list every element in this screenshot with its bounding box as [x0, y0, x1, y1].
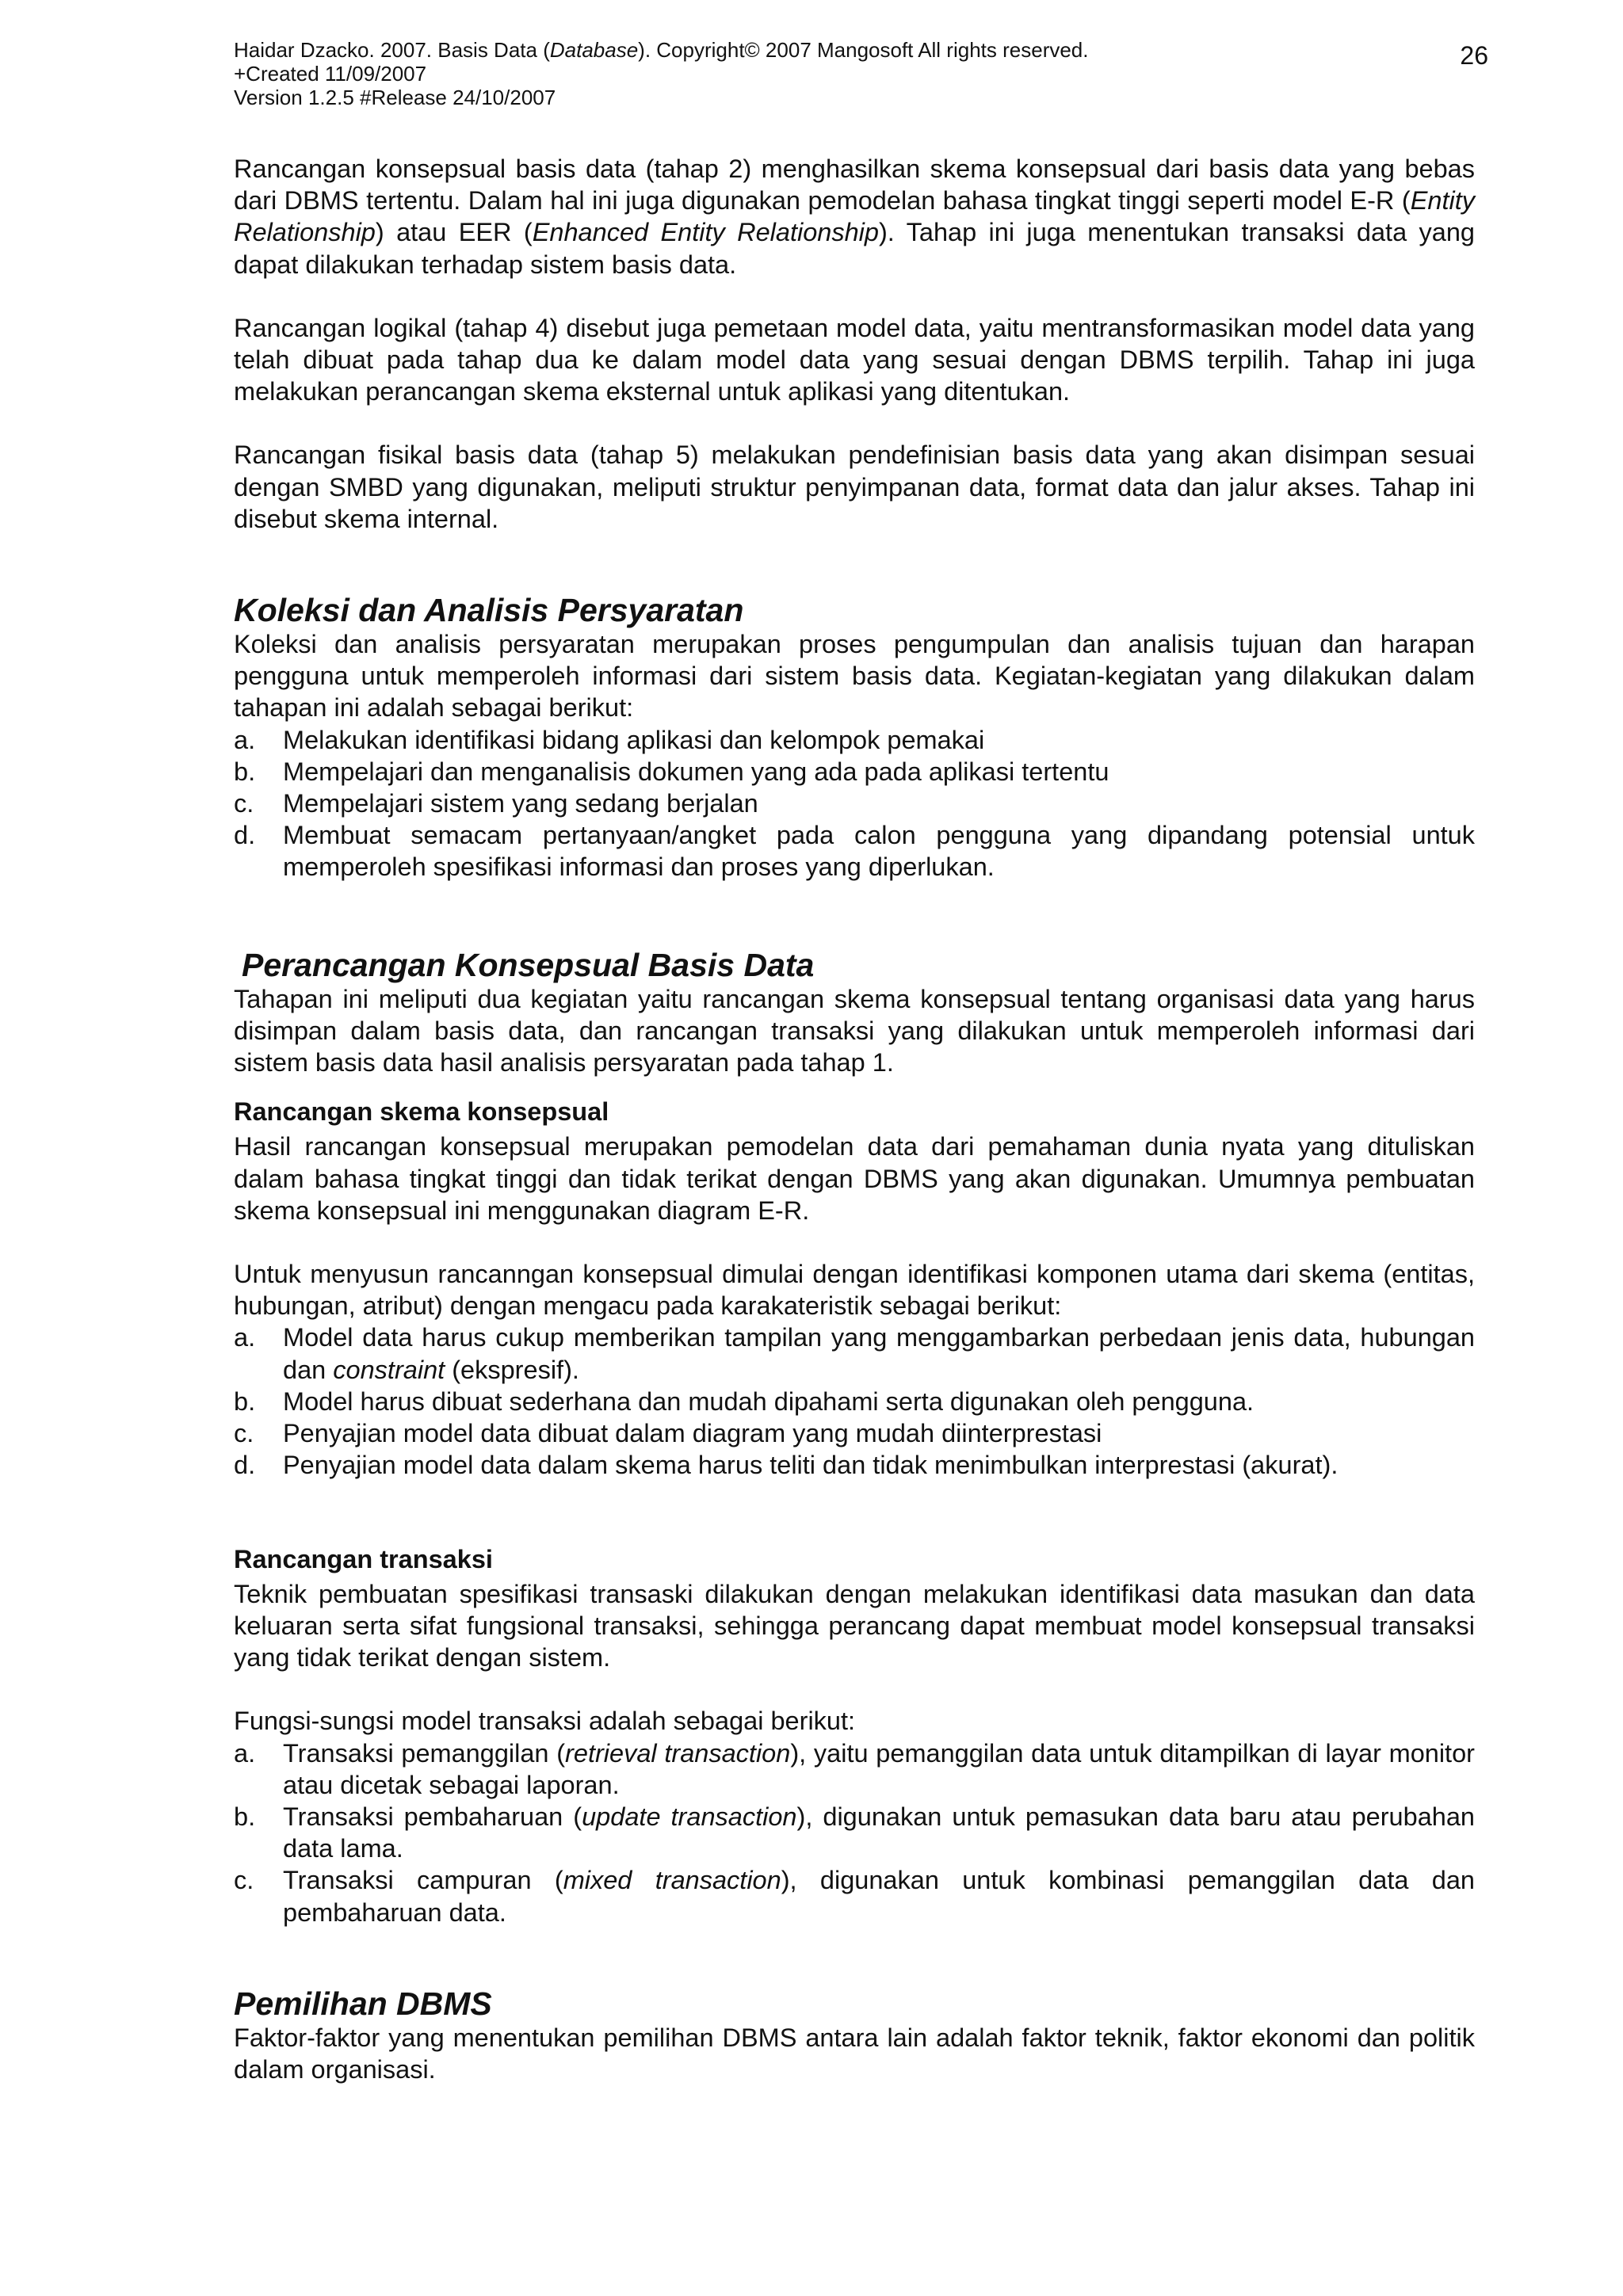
heading-pemilihan-dbms: Pemilihan DBMS [234, 1985, 492, 2022]
list-item: b. Mempelajari dan menganalisis dokumen yang ada pada aplikasi tertentu [234, 757, 1109, 786]
heading-koleksi: Koleksi dan Analisis Persyaratan [234, 592, 744, 629]
list-item: d. Membuat semacam pertanyaan/angket pada calon pengguna yang dipandang potensial untuk memperoleh spesifikasi informasi dan proses yang diperlukan. [234, 821, 1475, 882]
skema-paragraph-1: Hasil rancangan konsepsual merupakan pemodelan data dari pemahaman dunia nyata yang dituliskan dalam bahasa tingkat tinggi dan tidak terikat dengan DBMS yang akan digunakan. Umumnya pembuatan skema konsepsual ini menggunakan diagram E-R. [234, 1132, 1475, 1225]
transaksi-list [234, 1737, 1475, 1928]
skema-paragraph-2: Untuk menyusun rancanngan konsepsual dimulai dengan identifikasi komponen utama dari skema (entitas, hubungan, atribut) dengan mengacu pada karakateristik sebagai berikut: [234, 1260, 1475, 1321]
list-item: b. Transaksi pembaharuan (update transaction), digunakan untuk pemasukan data baru atau perubahan data lama. [234, 1802, 1475, 1863]
list-item: c. Transaksi campuran (mixed transaction), digunakan untuk kombinasi pemanggilan data dan pembaharuan data. [234, 1866, 1475, 1927]
header-created: +Created 11/09/2007 [234, 62, 427, 86]
intro-paragraph-2: Rancangan logikal (tahap 4) disebut juga pemetaan model data, yaitu mentransformasikan model data yang telah dibuat pada tahap dua ke dalam model data yang sesuai dengan DBMS terpilih. Tahap ini juga melakukan perancangan skema eksternal untuk aplikasi yang ditentukan. [234, 313, 1475, 406]
skema-list [234, 1322, 1475, 1481]
heading-skema-konsepsual: Rancangan skema konsepsual [234, 1097, 609, 1127]
list-item: d. Penyajian model data dalam skema harus teliti dan tidak menimbulkan interprestasi (akurat). [234, 1451, 1338, 1480]
list-item: a. Transaksi pemanggilan (retrieval transaction), yaitu pemanggilan data untuk ditampilkan di layar monitor atau dicetak sebagai laporan. [234, 1738, 1475, 1799]
koleksi-paragraph: Koleksi dan analisis persyaratan merupakan proses pengumpulan dan analisis tujuan dan harapan pengguna untuk memperoleh informasi dari sistem basis data. Kegiatan-kegiatan yang dilakukan dalam tahapan ini adalah sebagai berikut: [234, 630, 1475, 723]
list-item: b. Model harus dibuat sederhana dan mudah dipahami serta digunakan oleh pengguna. [234, 1386, 1254, 1416]
koleksi-list [234, 724, 1475, 883]
transaksi-paragraph-1: Teknik pembuatan spesifikasi transaski dilakukan dengan melakukan identifikasi data masukan dan data keluaran serta sifat fungsional transaksi, sehingga perancang dapat membuat model konsepsual transaksi yang tidak terikat dengan sistem. [234, 1579, 1475, 1672]
pemilihan-paragraph: Faktor-faktor yang menentukan pemilihan DBMS antara lain adalah faktor teknik, faktor ekonomi dan politik dalam organisasi. [234, 2023, 1475, 2084]
page-header [234, 38, 1486, 109]
header-version: Version 1.2.5 #Release 24/10/2007 [234, 86, 556, 109]
document-body [234, 153, 1475, 2085]
list-item: c. Mempelajari sistem yang sedang berjalan [234, 789, 758, 818]
intro-paragraph-3: Rancangan fisikal basis data (tahap 5) melakukan pendefinisian basis data yang akan disimpan sesuai dengan SMBD yang digunakan, meliputi struktur penyimpanan data, format data dan jalur akses. Tahap ini disebut skema internal. [234, 441, 1475, 533]
page-number: 26 [1460, 41, 1488, 70]
header-citation: Haidar Dzacko. 2007. Basis Data (Database). Copyright© 2007 Mangosoft All rights reserved. [234, 38, 1089, 62]
perancangan-paragraph: Tahapan ini meliputi dua kegiatan yaitu rancangan skema konsepsual tentang organisasi data yang harus disimpan dalam basis data, dan rancangan transaksi yang dilakukan untuk memperoleh informasi dari sistem basis data hasil analisis persyaratan pada tahap 1. [234, 984, 1475, 1077]
list-item: c. Penyajian model data dibuat dalam diagram yang mudah diinterprestasi [234, 1419, 1102, 1448]
list-item: a. Melakukan identifikasi bidang aplikasi dan kelompok pemakai [234, 725, 985, 754]
heading-rancangan-transaksi: Rancangan transaksi [234, 1544, 493, 1573]
intro-paragraph-1: Rancangan konsepsual basis data (tahap 2) menghasilkan skema konsepsual dari basis data yang bebas dari DBMS tertentu. Dalam hal ini juga digunakan pemodelan bahasa tingkat tinggi seperti model E-R (Entity Relationship) atau EER (Enhanced Entity Relationship). Tahap ini juga menentukan transaksi data yang dapat dilakukan terhadap sistem basis data. [234, 154, 1475, 279]
list-item: a. Model data harus cukup memberikan tampilan yang menggambarkan perbedaan jenis data, hubungan dan constraint (ekspresif). [234, 1323, 1475, 1384]
heading-perancangan: Perancangan Konsepsual Basis Data [242, 946, 815, 983]
transaksi-paragraph-2: Fungsi-sungsi model transaksi adalah sebagai berikut: [234, 1707, 856, 1736]
